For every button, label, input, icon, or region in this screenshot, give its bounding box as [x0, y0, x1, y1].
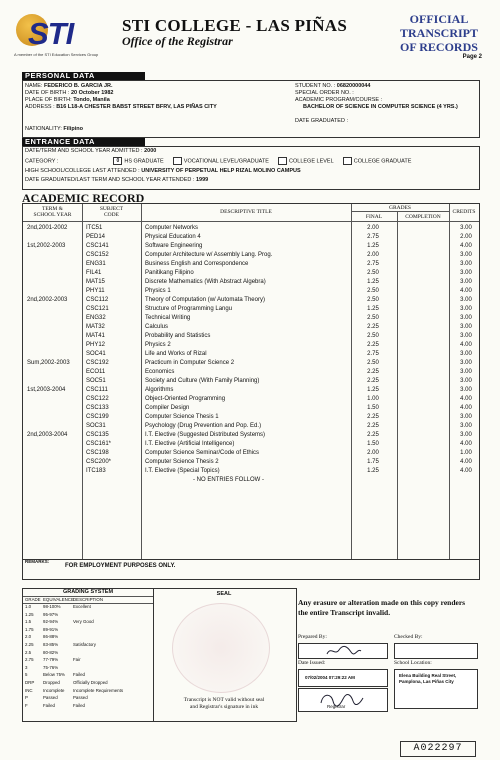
table-row	[23, 332, 479, 341]
alteration-warning: Any erasure or alteration made on this copy renders the entire Transcript invalid.	[298, 598, 466, 617]
term-header: TERM &	[42, 206, 63, 212]
code-cell: CSC112	[86, 297, 109, 303]
grad-label: DATE GRADUATED/LAST TERM AND SCHOOL YEAR ATTENDED :	[25, 177, 195, 183]
grading-equiv-cell: Below 75%	[43, 672, 65, 678]
title-cell: Life and Works of Rizal	[145, 351, 207, 357]
page-number: Page 2	[462, 54, 482, 60]
final-cell: 2.50	[367, 270, 379, 276]
title-cell: Business English and Correspondence	[145, 261, 249, 267]
term-cell: 2nd,2002-2003	[27, 297, 68, 303]
grading-equiv-cell: 83-85%	[43, 642, 59, 647]
final-cell: 2.50	[367, 315, 379, 321]
credits-cell: 3.00	[460, 333, 472, 339]
seal-note-line: Transcript is NOT valid without seal	[183, 697, 265, 703]
table-row	[23, 422, 479, 431]
code-cell: CSC111	[86, 387, 108, 393]
entrance-data-box	[22, 146, 480, 190]
table-row	[23, 467, 479, 476]
final-cell: 1.75	[367, 459, 379, 465]
academic-record-table	[22, 203, 480, 560]
grading-equiv-cell: 89-91%	[43, 626, 59, 632]
final-cell: 2.75	[367, 351, 379, 357]
credits-cell: 2.00	[460, 234, 472, 240]
date-graduated-label: DATE GRADUATED :	[295, 118, 348, 124]
grading-grade-cell: 1.0	[25, 604, 32, 609]
table-row	[23, 233, 479, 242]
table-row	[23, 476, 479, 485]
address: B16 L18-A CHESTER BABST STREET BFRV, LAS PIÑAS CITY	[56, 104, 217, 110]
grading-desc-cell: Failed	[73, 702, 85, 708]
credits-cell: 3.00	[460, 432, 472, 438]
title-header: DESCRIPTIVE TITLE	[220, 209, 272, 215]
personal-data-box	[22, 80, 480, 138]
code-cell: ECO11	[86, 369, 106, 375]
code-cell: CSC200*	[86, 459, 112, 465]
school-location-label: School Location:	[394, 660, 432, 666]
final-cell: 2.00	[367, 225, 379, 231]
seal-note-line: and Registrar's signature in ink	[189, 704, 259, 710]
grading-grade-cell: F	[25, 702, 28, 708]
title-cell: - NO ENTRIES FOLLOW -	[193, 477, 265, 483]
table-row	[23, 377, 479, 386]
table-row	[23, 224, 479, 233]
credits-cell: 3.00	[460, 315, 472, 321]
dob-label: DATE OF BIRTH :	[25, 90, 70, 96]
final-cell: 2.75	[367, 234, 379, 240]
seal-label: SEAL	[216, 591, 232, 597]
title-cell: Computer Networks	[145, 225, 199, 231]
grading-desc-cell: Incomplete Requirements	[73, 687, 124, 693]
final-cell: 2.75	[367, 261, 379, 267]
final-cell: 2.50	[367, 297, 379, 303]
grading-grade-cell: DRP	[25, 680, 35, 685]
student-name: FEDERICO B. GARCIA JR.	[43, 83, 113, 89]
final-cell: 1.50	[367, 441, 379, 447]
credits-cell: 3.00	[460, 387, 472, 393]
table-row	[23, 449, 479, 458]
grading-grade-cell: 1.5	[25, 619, 32, 625]
prepared-by-label: Prepared By:	[298, 634, 327, 640]
grading-title: GRADING SYSTEM	[62, 589, 114, 595]
final-cell: 1.25	[367, 243, 379, 249]
credits-cell: 3.00	[460, 252, 472, 258]
code-cell: CSC133	[86, 405, 109, 411]
table-row	[23, 458, 479, 467]
date-of-birth: 20 October 1982	[70, 90, 114, 96]
final-cell: 2.25	[367, 324, 379, 330]
final-cell: 2.25	[367, 432, 379, 438]
date-issued-field	[298, 669, 388, 687]
code-cell: MAT41	[86, 333, 105, 339]
code-cell: MAT15	[86, 279, 105, 285]
table-row	[23, 314, 479, 323]
grading-system-box	[22, 588, 154, 722]
code-cell: CSC161*	[86, 441, 112, 447]
grading-grade-cell: 3	[25, 664, 28, 670]
grading-grade-cell: 5	[25, 672, 28, 678]
credits-cell: 4.00	[460, 396, 472, 402]
category-college-level-label: COLLEGE LEVEL	[289, 158, 334, 165]
school-location-value: Elena Building Real Street, Pamplona, Las Piñas City	[399, 673, 457, 684]
grading-grade-cell: 2.75	[25, 657, 34, 663]
grading-equiv-cell: Incomplete	[43, 687, 65, 693]
credits-cell: 3.00	[460, 378, 472, 384]
credits-cell: 4.00	[460, 459, 472, 465]
nationality: Filipino	[63, 126, 83, 132]
code-cell: CSC152	[86, 252, 109, 258]
code-cell: FIL41	[86, 270, 102, 276]
code-cell: ITC51	[86, 225, 103, 231]
code-cell: CSC198	[86, 450, 109, 456]
grading-grade-cell: 1.25	[25, 611, 34, 617]
college-name: STI COLLEGE - LAS PIÑAS	[122, 16, 348, 35]
nationality-label: NATIONALITY:	[25, 126, 62, 132]
code-header: SUBJECT	[99, 206, 124, 212]
code-cell: CSC122	[86, 396, 109, 402]
credits-cell: 3.00	[460, 324, 472, 330]
code-cell: SOC51	[86, 378, 106, 384]
grading-equiv-cell: 98-100%	[43, 604, 61, 609]
final-cell: 2.25	[367, 369, 379, 375]
title-cell: Discrete Mathematics (With Abstract Algebra)	[145, 279, 266, 285]
grading-grade-cell: 2.25	[25, 642, 34, 647]
table-row	[23, 287, 479, 296]
title-cell: Society and Culture (With Family Planning)	[145, 378, 260, 384]
final-cell: 2.25	[367, 378, 379, 384]
header	[0, 0, 500, 68]
grading-desc-cell: Passed	[73, 695, 88, 701]
prepared-by-signature	[298, 643, 388, 659]
last-school-attended: UNIVERSITY OF PERPETUAL HELP RIZAL MOLINO CAMPUS	[141, 168, 301, 174]
program-label: ACADEMIC PROGRAM/COURSE :	[295, 97, 383, 103]
credits-cell: 3.00	[460, 270, 472, 276]
title-cell: I.T. Elective (Suggested Distributed Systems)	[145, 432, 266, 438]
final-cell: 1.25	[367, 387, 379, 393]
code-cell: MAT32	[86, 324, 105, 330]
category-hs-checkbox[interactable]: 0	[113, 157, 122, 165]
academic-record-title: ACADEMIC RECORD	[22, 191, 145, 205]
title-cell: Physics 2	[145, 342, 171, 348]
grade-col-header: GRADE	[25, 597, 41, 602]
term-cell: 1st,2002-2003	[27, 243, 66, 249]
title-cell: Computer Science Thesis 1	[145, 414, 219, 420]
office-name: Office of the Registrar	[122, 34, 233, 48]
registrar-label: Registrar	[327, 704, 346, 709]
category-college-graduate-checkbox[interactable]	[343, 157, 352, 165]
code-cell: CSC192	[86, 360, 109, 366]
title-line: OF RECORDS	[400, 40, 478, 54]
grades-header: GRADES	[388, 205, 411, 211]
table-row	[23, 395, 479, 404]
credits-header: CREDITS	[452, 209, 476, 215]
term-cell: 1st,2003-2004	[27, 387, 66, 393]
school-seal-icon	[172, 603, 270, 693]
grading-desc-cell: Satisfactory	[73, 642, 96, 647]
term-cell: 2nd,2001-2002	[27, 225, 68, 231]
table-row	[23, 269, 479, 278]
final-cell: 2.00	[367, 450, 379, 456]
credits-cell: 3.00	[460, 369, 472, 375]
table-row	[23, 431, 479, 440]
code-cell: ITC183	[86, 468, 106, 474]
credits-cell: 3.00	[460, 423, 472, 429]
code-cell: CSC121	[86, 306, 109, 312]
credits-cell: 4.00	[460, 243, 472, 249]
equivalence-col-header: EQUIVALENCE	[43, 597, 74, 602]
title-cell: Compiler Design	[145, 405, 190, 411]
table-row	[23, 440, 479, 449]
title-cell: Computer Science Seminar/Code of Ethics	[145, 450, 260, 456]
table-row	[23, 368, 479, 377]
table-row	[23, 359, 479, 368]
grading-equiv-cell: 75-76%	[43, 664, 59, 670]
title-cell: Software Engineering	[145, 243, 203, 249]
title-cell: Physics 1	[145, 288, 171, 294]
title-line: OFFICIAL	[409, 12, 469, 26]
category-vocational-checkbox[interactable]	[173, 157, 182, 165]
category-college-level-checkbox[interactable]	[278, 157, 287, 165]
grading-desc-cell: Failed	[73, 672, 85, 678]
code-header-2: CODE	[104, 212, 119, 218]
grading-desc-cell: Fair	[73, 657, 81, 663]
grading-desc-cell: Excellent	[73, 604, 91, 609]
name-label: NAME:	[25, 83, 43, 89]
title-cell: Panitikang Filipino	[145, 270, 194, 276]
credits-cell: 4.00	[460, 288, 472, 294]
title-cell: I.T. Elective (Special Topics)	[145, 468, 220, 474]
student-number: 06820000044	[336, 83, 371, 89]
table-row	[23, 260, 479, 269]
table-row	[23, 350, 479, 359]
year-admitted: 2000	[144, 148, 157, 154]
final-cell: 2.50	[367, 360, 379, 366]
title-cell: Technical Writing	[145, 315, 191, 321]
category-college-graduate-label: COLLEGE GRADUATE	[353, 158, 412, 165]
checked-by-field	[394, 643, 478, 659]
remarks-box	[22, 557, 480, 580]
final-cell: 2.50	[367, 333, 379, 339]
remarks-value: FOR EMPLOYMENT PURPOSES ONLY.	[65, 563, 176, 569]
pob-label: PLACE OF BIRTH:	[25, 97, 72, 103]
code-cell: CSC141	[86, 243, 109, 249]
title-cell: Physical Education 4	[145, 234, 201, 240]
term-cell: 2nd,2003-2004	[27, 432, 68, 438]
credits-cell: 4.00	[460, 405, 472, 411]
table-row	[23, 251, 479, 260]
grading-grade-cell: 2.5	[25, 649, 32, 655]
grading-equiv-cell: 86-88%	[43, 634, 59, 640]
category-hs-label: HS GRADUATE	[124, 158, 164, 165]
academic-program: BACHELOR OF SCIENCE IN COMPUTER SCIENCE (4 YRS.)	[303, 104, 458, 110]
grading-grade-cell: 1.75	[25, 626, 34, 632]
title-cell: I.T. Elective (Artificial Intelligence)	[145, 441, 235, 447]
credits-cell: 3.00	[460, 225, 472, 231]
grading-grade-cell: P	[25, 695, 28, 701]
date-issued-label: Date Issued:	[298, 660, 326, 666]
category-label: CATEGORY :	[25, 158, 59, 165]
term-cell: Sum,2002-2003	[27, 360, 70, 366]
title-cell: Structure of Programming Langu	[145, 306, 233, 312]
credits-cell: 4.00	[460, 441, 472, 447]
grading-equiv-cell: Passed	[43, 695, 58, 701]
credits-cell: 3.00	[460, 360, 472, 366]
grading-equiv-cell: 95-97%	[43, 611, 59, 617]
signature-icon	[299, 644, 387, 658]
student-no-label: STUDENT NO. :	[295, 83, 336, 89]
seal-note	[152, 697, 296, 711]
title-cell: Theory of Computation (w/ Automata Theory)	[145, 297, 265, 303]
description-col-header: DESCRIPTION	[73, 597, 104, 602]
code-cell: CSC135	[86, 432, 109, 438]
place-of-birth: Tondo, Manila	[73, 97, 110, 103]
category-vocational-label: VOCATIONAL LEVEL/GRADUATE	[183, 158, 269, 165]
grading-desc-cell: Very Good	[73, 619, 94, 625]
table-row	[23, 278, 479, 287]
title-cell: Psychology (Drug Prevention and Pop. Ed.)	[145, 423, 262, 429]
remarks-label: REMARKS:	[25, 559, 50, 564]
completion-header: COMPLETION	[405, 214, 441, 220]
final-cell: 1.25	[367, 306, 379, 312]
table-row	[23, 296, 479, 305]
final-cell: 2.25	[367, 423, 379, 429]
final-cell: 1.25	[367, 279, 379, 285]
control-number: A022297	[400, 741, 476, 757]
title-cell: Computer Architecture w/ Assembly Lang. Prog.	[145, 252, 273, 258]
title-cell: Algorithms	[145, 387, 174, 393]
seal-box	[152, 588, 297, 722]
table-row	[23, 404, 479, 413]
title-cell: Computer Science Thesis 2	[145, 459, 219, 465]
final-header: FINAL	[365, 214, 383, 220]
credits-cell: 3.00	[460, 351, 472, 357]
table-row	[23, 413, 479, 422]
title-cell: Economics	[145, 369, 175, 375]
credits-cell: 3.00	[460, 297, 472, 303]
entrance-data-bar: ENTRANCE DATA	[22, 138, 145, 146]
credits-cell: 1.00	[460, 450, 472, 456]
final-cell: 2.25	[367, 342, 379, 348]
grading-grade-cell: 2.0	[25, 634, 32, 640]
title-cell: Probability and Statistics	[145, 333, 211, 339]
table-row	[23, 323, 479, 332]
final-cell: 1.25	[367, 468, 379, 474]
grading-equiv-cell: Dropped	[43, 680, 60, 685]
grading-equiv-cell: 92-94%	[43, 619, 59, 625]
term-header-2: SCHOOL YEAR	[33, 212, 72, 218]
code-cell: SOC41	[86, 351, 106, 357]
checked-by-label: Checked By:	[394, 634, 423, 640]
address-label: ADDRESS :	[25, 104, 55, 110]
hs-label: HIGH SCHOOL/COLLEGE LAST ATTENDED :	[25, 168, 140, 174]
table-row	[23, 341, 479, 350]
grading-desc-cell: Officially Dropped	[73, 680, 108, 685]
code-cell: ENG31	[86, 261, 106, 267]
credits-cell: 3.00	[460, 261, 472, 267]
title-cell: Calculus	[145, 324, 169, 330]
title-cell: Object-Oriented Programming	[145, 396, 226, 402]
grading-equiv-cell: 77-79%	[43, 657, 59, 663]
table-row	[23, 305, 479, 314]
credits-cell: 4.00	[460, 468, 472, 474]
final-cell: 2.00	[367, 252, 379, 258]
final-cell: 1.50	[367, 405, 379, 411]
sti-logo	[14, 10, 99, 57]
admitted-label: DATE/TERM AND SCHOOL YEAR ADMITTED :	[25, 148, 143, 154]
logo-text: STI	[28, 16, 74, 51]
credits-cell: 3.00	[460, 306, 472, 312]
code-cell: ENG32	[86, 315, 106, 321]
logo-tagline: A member of the STI Education Services Group	[14, 52, 99, 57]
final-cell: 1.00	[367, 396, 379, 402]
registrar-signature-field	[298, 688, 388, 712]
code-cell: PHY11	[86, 288, 105, 294]
grading-equiv-cell: 80-82%	[43, 649, 59, 655]
code-cell: CSC199	[86, 414, 109, 420]
final-cell: 2.50	[367, 288, 379, 294]
school-location-field	[394, 669, 478, 709]
table-row	[23, 386, 479, 395]
special-order-label: SPECIAL ORDER NO. :	[295, 90, 354, 96]
personal-data-bar: PERSONAL DATA	[22, 72, 145, 80]
credits-cell: 4.00	[460, 342, 472, 348]
credits-cell: 3.00	[460, 279, 472, 285]
year-graduated: 1999	[195, 177, 209, 183]
grading-equiv-cell: Failed	[43, 702, 55, 708]
code-cell: PED14	[86, 234, 106, 240]
code-cell: SOC31	[86, 423, 106, 429]
grading-grade-cell: INC	[25, 687, 33, 693]
title-line: TRANSCRIPT	[399, 26, 478, 40]
final-cell: 2.25	[367, 414, 379, 420]
title-cell: Practicum in Computer Science 2	[145, 360, 235, 366]
table-row	[23, 242, 479, 251]
date-issued-value: 07/02/2004 07:29:22 AM	[305, 675, 355, 680]
code-cell: PHY12	[86, 342, 106, 348]
document-title	[394, 12, 484, 54]
credits-cell: 3.00	[460, 414, 472, 420]
